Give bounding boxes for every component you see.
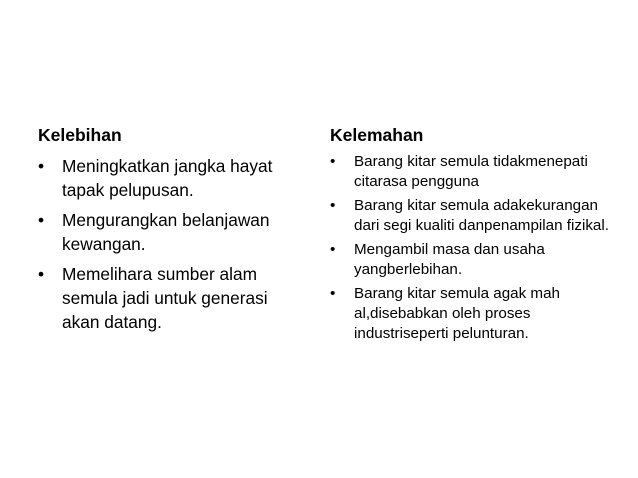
list-item bbox=[38, 262, 308, 334]
bullet-icon: • bbox=[38, 210, 45, 230]
list-item bbox=[330, 240, 615, 280]
disadvantages-heading: Kelemahan bbox=[330, 125, 424, 145]
list-item-text: Mengurangkan belanjawan kewangan. bbox=[62, 210, 270, 254]
bullet-icon: • bbox=[330, 285, 336, 302]
list-item-text: Barang kitar semula adakekurangan dari segi kualiti danpenampilan fizikal. bbox=[354, 197, 609, 234]
list-item-text: Meningkatkan jangka hayat tapak pelupusan. bbox=[62, 156, 273, 200]
list-item bbox=[38, 208, 308, 256]
list-item bbox=[38, 154, 308, 202]
bullet-icon: • bbox=[38, 264, 45, 284]
bullet-icon: • bbox=[330, 241, 336, 258]
advantages-list bbox=[38, 154, 308, 334]
disadvantages-column bbox=[330, 124, 615, 348]
list-item bbox=[330, 152, 615, 192]
advantages-column bbox=[38, 124, 308, 340]
bullet-icon: • bbox=[38, 156, 45, 176]
list-item bbox=[330, 284, 615, 344]
list-item-text: Mengambil masa dan usaha yangberlebihan. bbox=[354, 241, 545, 278]
advantages-heading: Kelebihan bbox=[38, 125, 122, 145]
bullet-icon: • bbox=[330, 153, 336, 170]
list-item-text: Barang kitar semula tidakmenepati citarasa pengguna bbox=[354, 153, 588, 190]
bullet-icon: • bbox=[330, 197, 336, 214]
list-item bbox=[330, 196, 615, 236]
disadvantages-list bbox=[330, 152, 615, 344]
list-item-text: Barang kitar semula agak mah al,disebabkan oleh proses industriseperti pelunturan. bbox=[354, 285, 560, 342]
list-item-text: Memelihara sumber alam semula jadi untuk generasi akan datang. bbox=[62, 264, 268, 332]
